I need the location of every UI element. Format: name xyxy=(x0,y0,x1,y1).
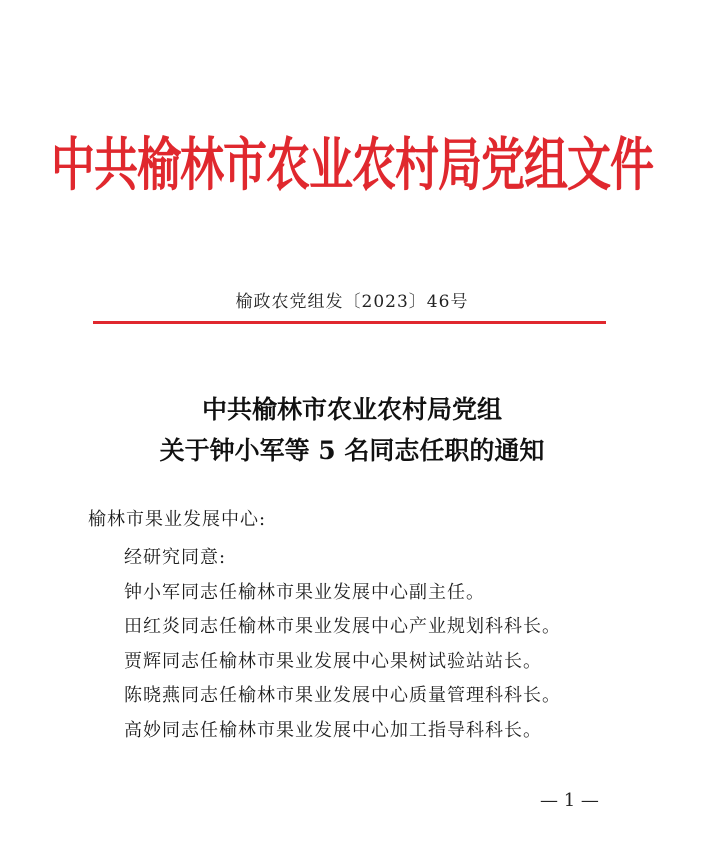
body-line: 经研究同意: xyxy=(124,547,227,568)
body-line: 田红炎同志任榆林市果业发展中心产业规划科科长。 xyxy=(124,616,561,637)
page-number: — 1 — xyxy=(540,790,599,811)
salutation: 榆林市果业发展中心: xyxy=(88,509,267,530)
header-divider xyxy=(93,321,606,324)
body-line: 贾辉同志任榆林市果业发展中心果树试验站站长。 xyxy=(124,651,542,672)
body-line: 钟小军同志任榆林市果业发展中心副主任。 xyxy=(124,582,485,603)
body-line: 陈晓燕同志任榆林市果业发展中心质量管理科科长。 xyxy=(124,685,561,706)
notice-title-line-1: 中共榆林市农业农村局党组 xyxy=(201,395,502,424)
document-number: 榆政农党组发〔2023〕46号 xyxy=(235,292,469,312)
notice-title-line-2: 关于钟小军等 5 名同志任职的通知 xyxy=(159,436,545,465)
document-header-title: 中共榆林市农业农村局党组文件 xyxy=(51,132,653,199)
body-line: 高妙同志任榆林市果业发展中心加工指导科科长。 xyxy=(124,720,542,741)
